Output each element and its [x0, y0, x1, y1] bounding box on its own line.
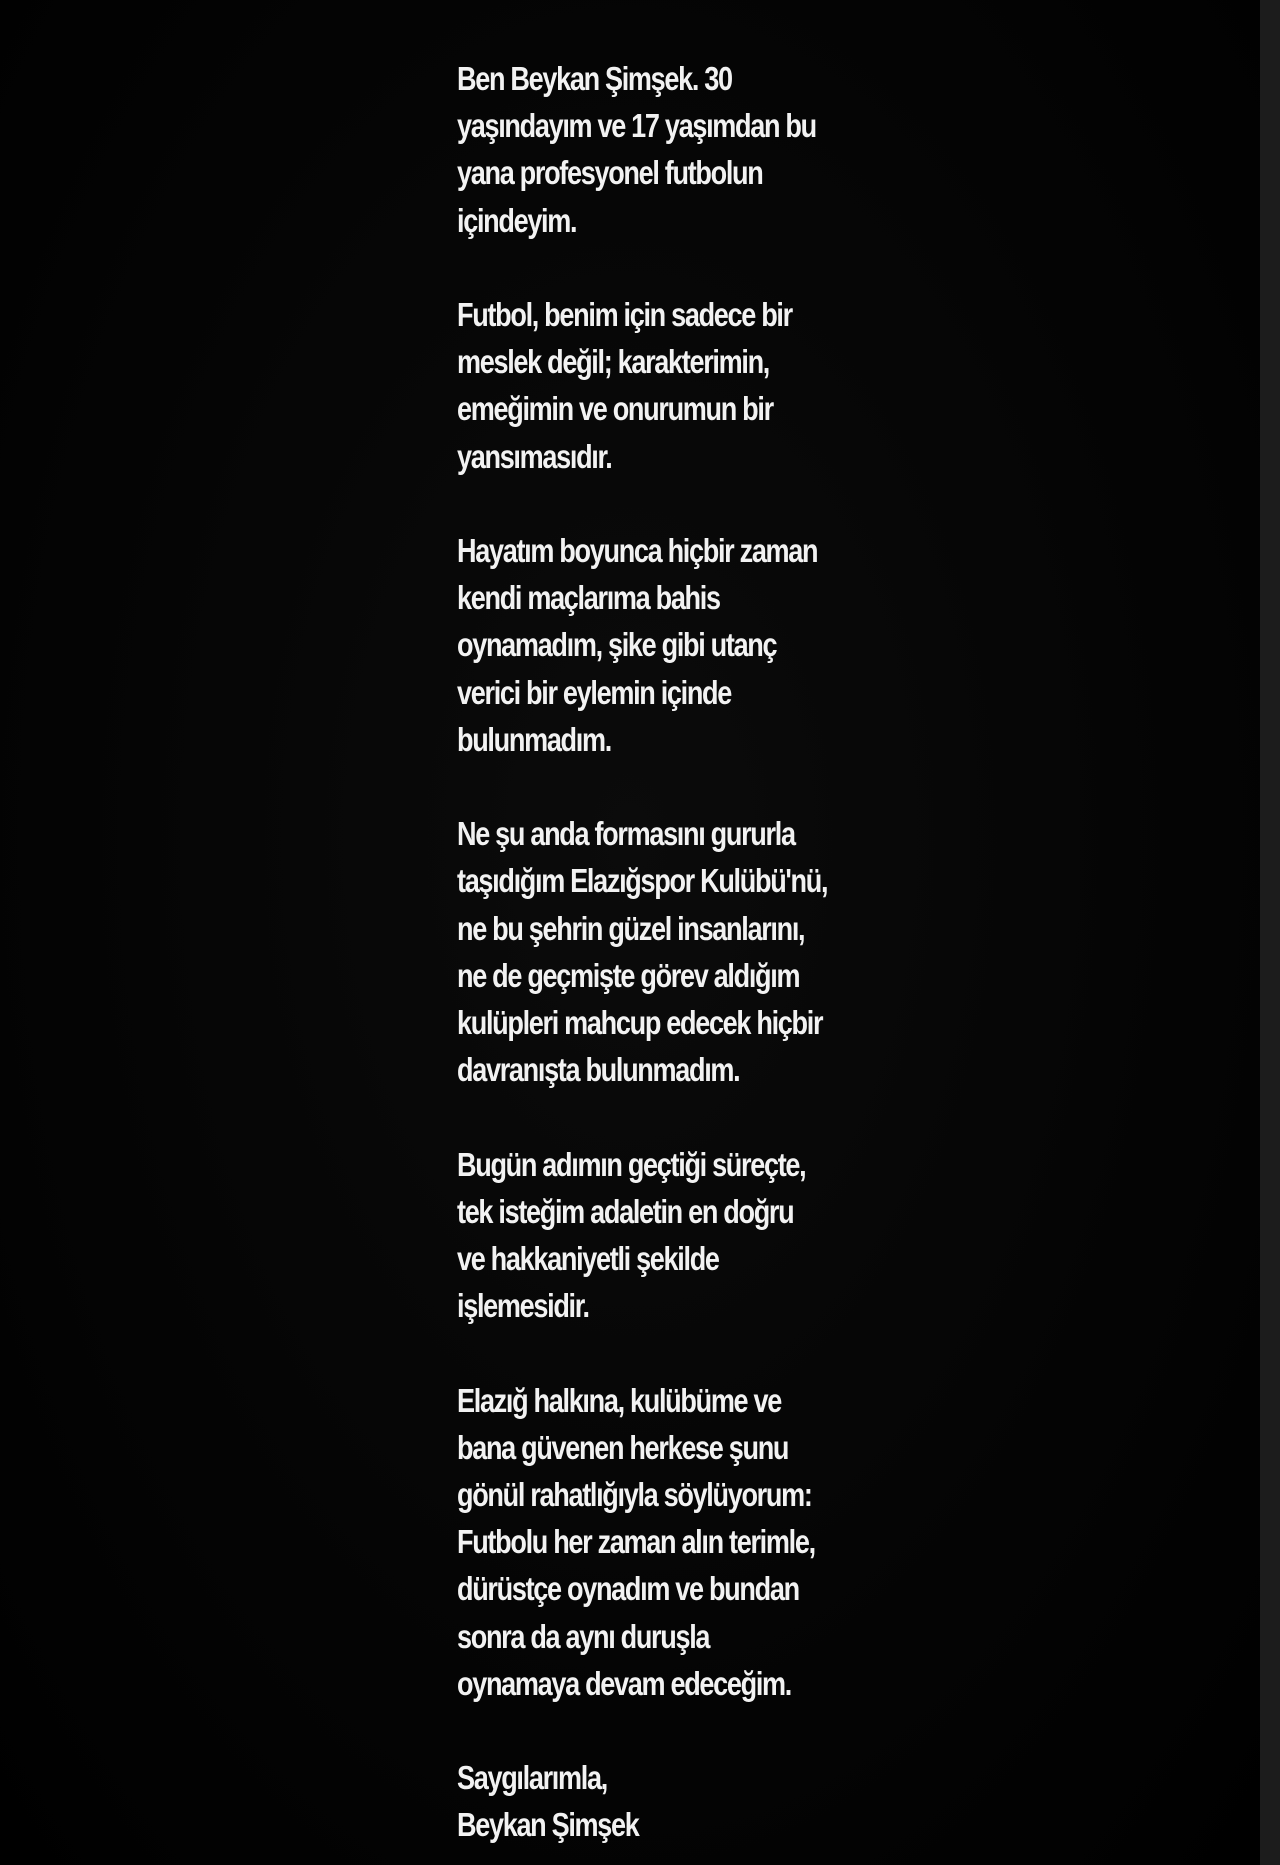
text-line: verici bir eylemin içinde	[457, 673, 732, 711]
text-line: gönül rahatlığıyla söylüyorum:	[457, 1476, 812, 1514]
text-line: ne de geçmişte görev aldığım	[457, 956, 800, 994]
paragraph-public-message	[457, 1377, 815, 1707]
text-line: Hayatım boyunca hiçbir zaman	[457, 532, 818, 569]
text-line: taşıdığım Elazığspor Kulübü'nü,	[457, 862, 828, 900]
paragraph-club	[457, 810, 828, 1093]
text-line: bana güvenen herkese şunu	[457, 1428, 789, 1466]
text-line: işlemesidir.	[457, 1287, 589, 1325]
text-line: kulüpleri mahcup edecek hiçbir	[457, 1004, 823, 1042]
text-line: davranışta bulunmadım.	[457, 1051, 740, 1089]
text-line: Ben Beykan Şimşek. 30	[457, 60, 732, 97]
text-line: emeğimin ve onurumun bir	[457, 390, 773, 428]
text-line: Ne şu anda formasını gururla	[457, 815, 795, 853]
paragraph-intro	[457, 55, 816, 244]
statement-text	[457, 55, 828, 1849]
paragraph-football-meaning	[457, 291, 792, 480]
closing-text: Saygılarımla,	[457, 1759, 607, 1797]
text-line: ne bu şehrin güzel insanlarını,	[457, 909, 805, 947]
paragraph-no-betting	[457, 527, 818, 763]
signature-block	[457, 1754, 785, 1848]
text-line: bulunmadım.	[457, 720, 611, 758]
text-line: meslek değil; karakterimin,	[457, 343, 770, 381]
text-line: Futbolu her zaman alın terimle,	[457, 1523, 815, 1561]
text-line: dürüstçe oynadım ve bundan	[457, 1570, 799, 1608]
text-line: oynamadım, şike gibi utanç	[457, 626, 777, 664]
text-line: Futbol, benim için sadece bir	[457, 296, 792, 333]
text-line: içindeyim.	[457, 201, 577, 239]
text-line: ve hakkaniyetli şekilde	[457, 1240, 719, 1278]
text-line: yansımasıdır.	[457, 437, 612, 475]
text-line: yaşındayım ve 17 yaşımdan bu	[457, 107, 816, 145]
signature-name: Beykan Şimşek	[457, 1806, 639, 1844]
text-line: tek isteğim adaletin en doğru	[457, 1192, 794, 1230]
paragraph-justice	[457, 1141, 806, 1330]
right-edge-strip	[1260, 0, 1280, 1865]
text-line: sonra da aynı duruşla	[457, 1617, 710, 1655]
text-line: Elazığ halkına, kulübüme ve	[457, 1381, 781, 1419]
text-line: yana profesyonel futbolun	[457, 154, 763, 192]
text-line: Bugün adımın geçtiği süreçte,	[457, 1145, 806, 1183]
text-line: kendi maçlarıma bahis	[457, 579, 720, 617]
text-line: oynamaya devam edeceğim.	[457, 1664, 792, 1702]
